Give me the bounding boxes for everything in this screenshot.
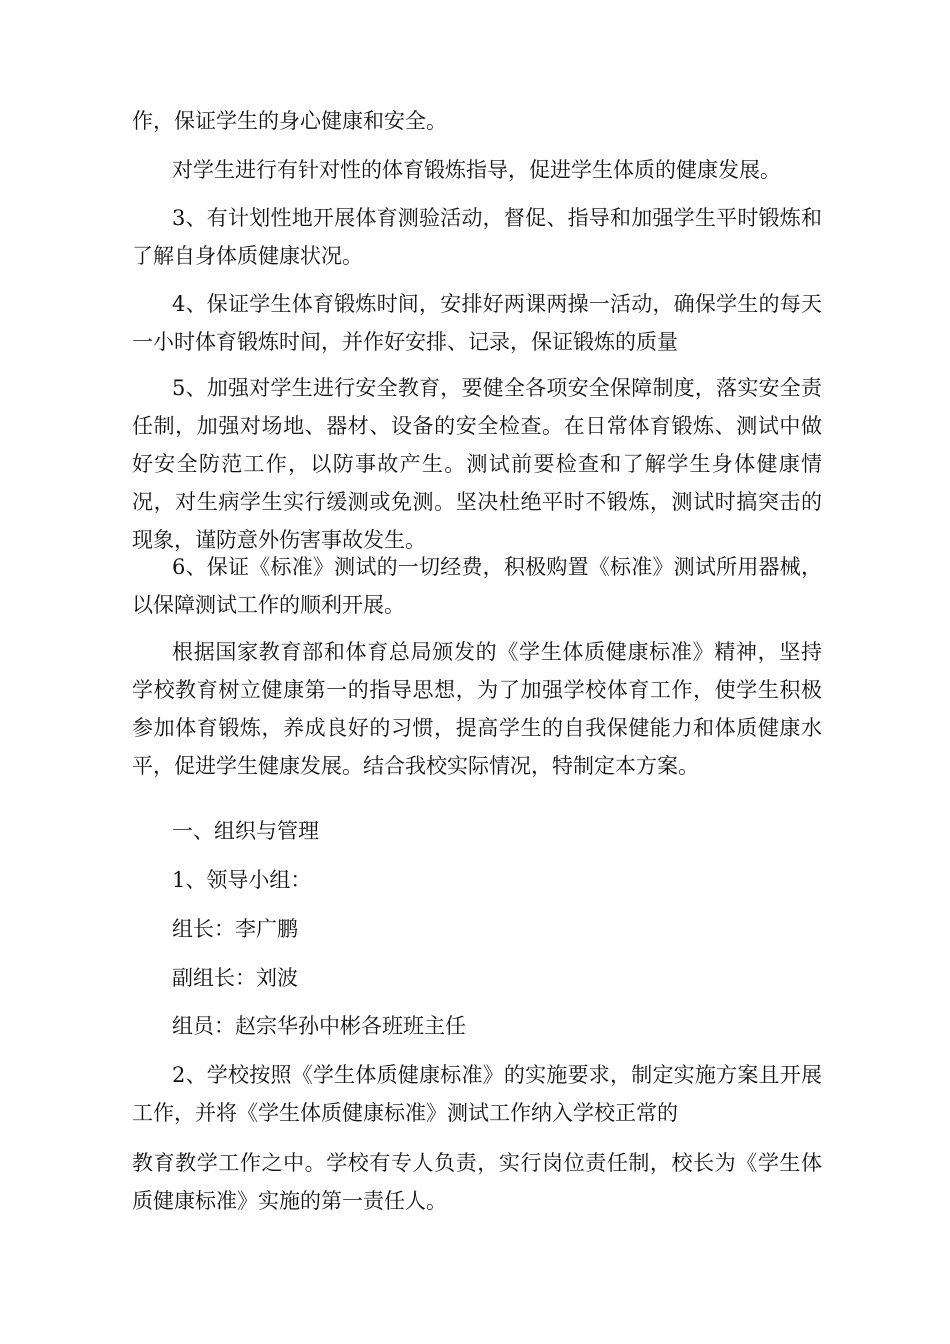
section-heading: 一、组织与管理 [172,819,319,843]
team-members: 组员：赵宗华孙中彬各班班主任 [172,1014,466,1038]
paragraph-intro: 根据国家教育部和体育总局颁发的《学生体质健康标准》精神，坚持学校教育树立健康第一的指导思想，为了加强学校体育工作，使学生积极参加体育锻炼，养成良好的习惯，提高学生的自我保健能力和体质健康水平，促进学生健康发展。结合我校实际情况，特制定本方案。 [132,640,822,778]
paragraph-item-5: 5、加强对学生进行安全教育，要健全各项安全保障制度，落实安全责任制，加强对场地、器材、设备的安全检查。在日常体育锻炼、测试中做好安全防范工作，以防事故产生。测试前要检查和了解学生身体健康情况，对生病学生实行缓测或免测。坚决杜绝平时不锻炼，测试时搞突击的现象，谨防意外伤害事故发生。 [132,376,822,552]
paragraph-continuation: 作，保证学生的身心健康和安全。 [132,109,447,133]
team-leader: 组长：李广鹏 [172,917,298,941]
paragraph-responsibility: 教育教学工作之中。学校有专人负责，实行岗位责任制，校长为《学生体质健康标准》实施的第一责任人。 [132,1151,822,1213]
paragraph-item-6: 6、保证《标准》测试的一切经费，积极购置《标准》测试所用器械，以保障测试工作的顺利开展。 [132,555,822,617]
subsection-heading: 1、领导小组： [172,868,312,892]
team-deputy: 副组长：刘波 [172,966,298,990]
paragraph-item-4: 4、保证学生体育锻炼时间，安排好两课两操一活动，确保学生的每天一小时体育锻炼时间，并作好安排、记录，保证锻炼的质量 [132,292,822,354]
paragraph-item-3: 3、有计划性地开展体育测验活动，督促、指导和加强学生平时锻炼和了解自身体质健康状况。 [132,206,822,268]
paragraph-guidance: 对学生进行有针对性的体育锻炼指导，促进学生体质的健康发展。 [172,158,781,182]
paragraph-item-2: 2、学校按照《学生体质健康标准》的实施要求，制定实施方案且开展工作，并将《学生体质健康标准》测试工作纳入学校正常的 [132,1063,822,1125]
